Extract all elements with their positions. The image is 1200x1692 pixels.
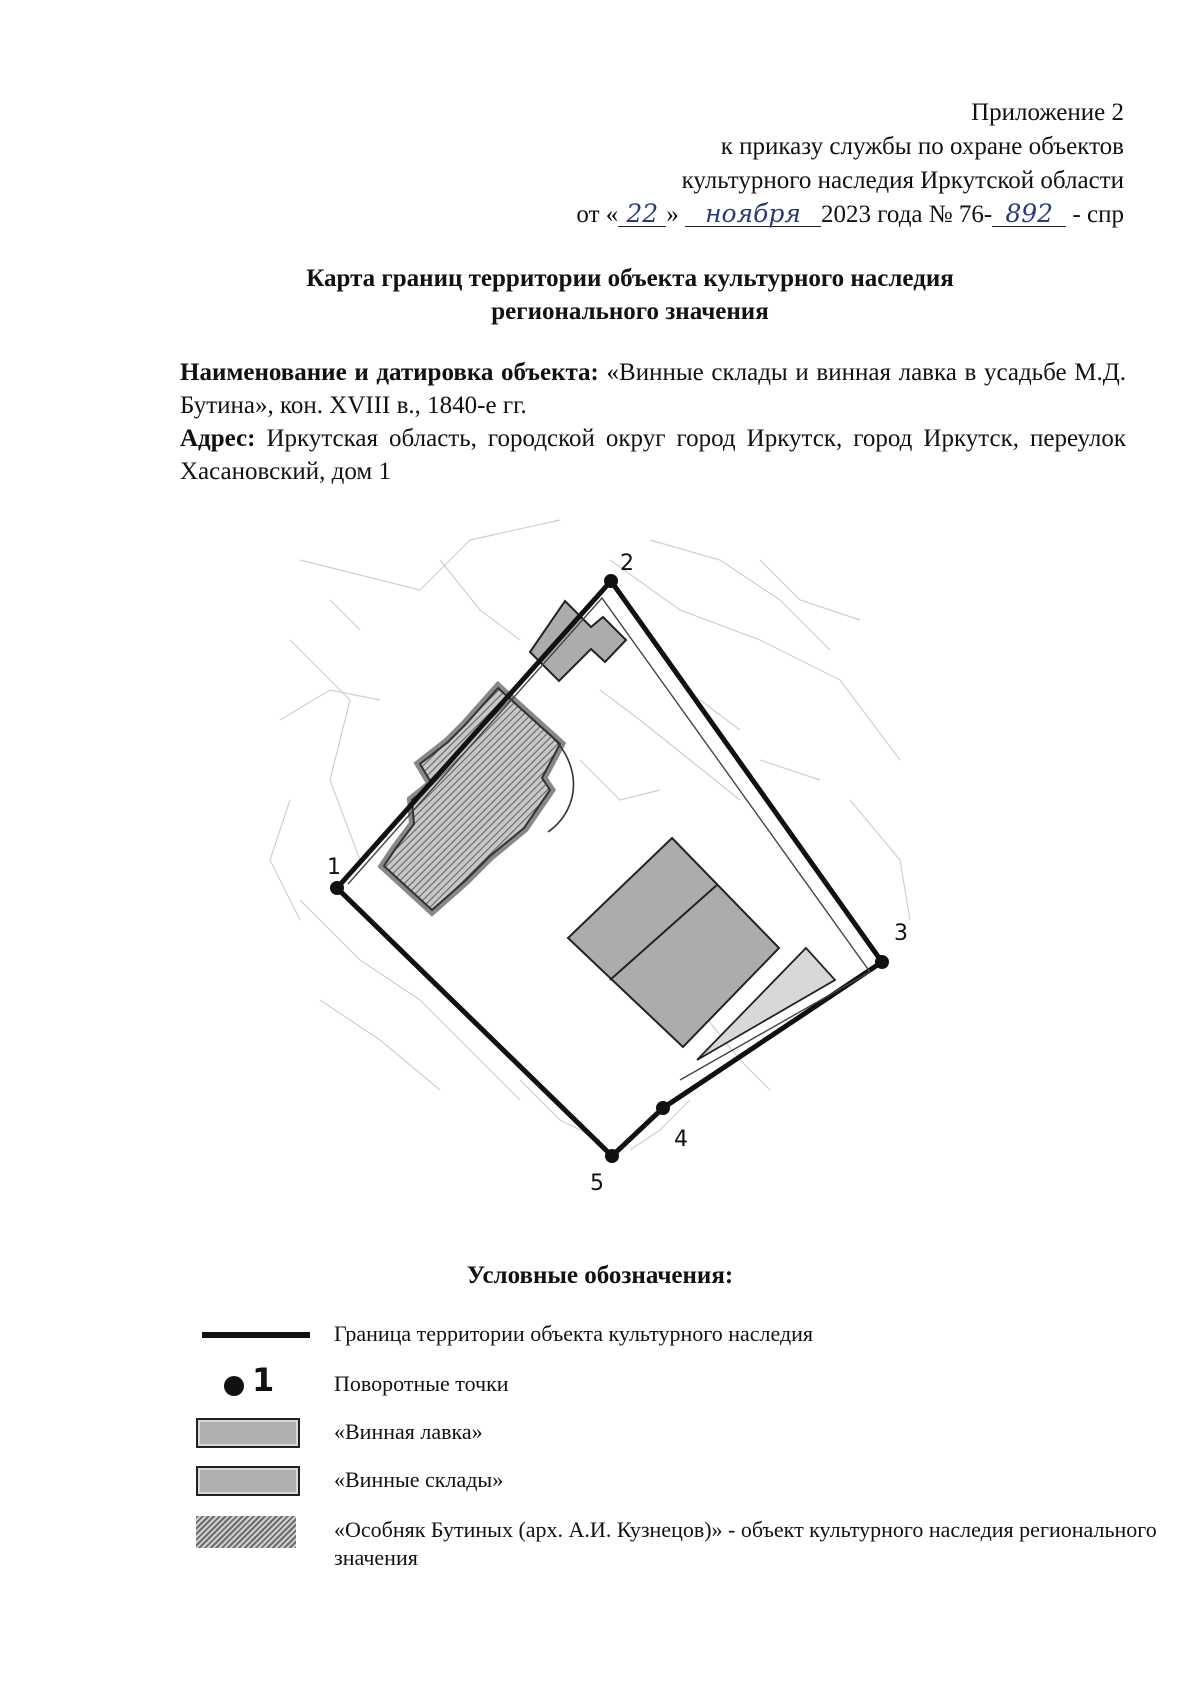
header-line-1: Приложение 2	[971, 99, 1124, 126]
point-label-4: 4	[674, 1127, 688, 1152]
gray-rect-symbol	[190, 1466, 300, 1496]
object-name-value: «Винные склады и винная лавка в усадьбе М.Д. Бутина», кон. XVIII в., 1840-е гг.	[180, 359, 1126, 419]
turning-point-symbol-label: 1	[252, 1361, 275, 1399]
object-address-label: Адрес:	[180, 425, 256, 452]
turning-point-3	[875, 955, 889, 969]
object-address-value: Иркутская область, городской округ город Иркутск, город Иркутск, переулок Хасановский, дом 1	[180, 425, 1126, 485]
object-info	[180, 356, 1126, 488]
turning-points	[330, 574, 889, 1163]
legend-item-text: Граница территории объекта культурного наследия	[334, 1321, 814, 1346]
header-line-2: к приказу службы по охране объектов	[720, 133, 1124, 160]
background-cadastral-sketch	[270, 520, 910, 1150]
order-suffix: - спр	[1066, 201, 1124, 228]
turning-point-1	[330, 881, 344, 895]
document-header	[576, 96, 1124, 232]
date-day-handwritten: 22	[618, 202, 666, 227]
warehouse-triangle-annex	[697, 948, 835, 1060]
object-name-paragraph	[180, 356, 1126, 422]
legend-item-text: Поворотные точки	[334, 1371, 509, 1396]
point-label-2: 2	[620, 551, 634, 576]
wine-shop-building	[530, 601, 626, 681]
legend-item-text: «Винные склады»	[334, 1467, 504, 1492]
object-name-label: Наименование и датировка объекта:	[180, 359, 599, 386]
gray-rect-symbol	[190, 1418, 300, 1448]
turning-point-4	[656, 1101, 670, 1115]
title-line-2: регионального значения	[491, 298, 769, 325]
header-line-3: культурного наследия Иркутской области	[681, 167, 1124, 194]
object-address-paragraph	[180, 422, 1126, 488]
inner-property-line	[348, 598, 870, 1080]
date-year: 2023 года № 76-	[821, 201, 993, 228]
legend-title: Условные обозначения:	[466, 1262, 734, 1289]
title-line-1: Карта границ территории объекта культурного наследия	[306, 265, 954, 292]
document-title	[180, 262, 1080, 328]
turning-point-symbol	[190, 1361, 300, 1400]
boundary-line-symbol	[190, 1320, 300, 1350]
point-label-5: 5	[590, 1171, 604, 1196]
mansion-heritage-building	[384, 688, 574, 910]
header-date-line	[576, 198, 1124, 232]
wine-warehouses	[568, 838, 779, 1047]
date-prefix: от «	[576, 201, 619, 228]
turning-point-5	[605, 1149, 619, 1163]
turning-point-2	[604, 574, 618, 588]
date-mid: »	[666, 201, 679, 228]
order-number-handwritten: 892	[992, 202, 1066, 227]
point-label-3: 3	[894, 921, 908, 946]
date-month-handwritten: ноября	[685, 202, 821, 227]
hatched-rect-symbol	[190, 1516, 300, 1546]
legend-item-text: «Винная лавка»	[334, 1419, 483, 1444]
heritage-territory-boundary	[337, 581, 882, 1156]
legend-item-text: «Особняк Бутиных (арх. А.И. Кузнецов)» - объект культурного наследия регионального значения	[334, 1517, 1157, 1570]
point-label-1: 1	[327, 855, 341, 880]
